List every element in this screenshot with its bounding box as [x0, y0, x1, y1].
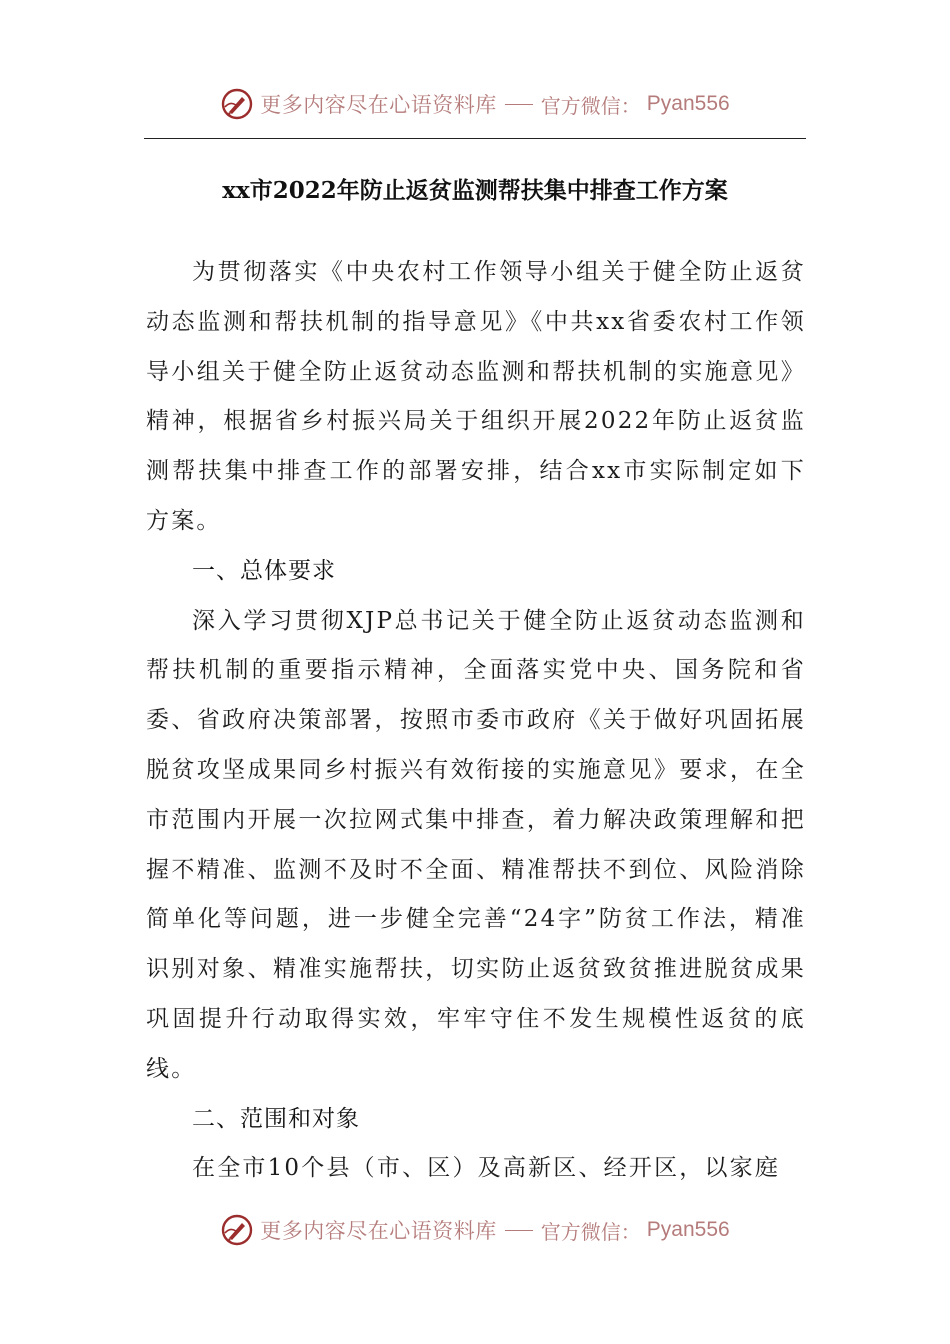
- section-heading-scope: 二、范围和对象: [192, 1105, 360, 1132]
- pen-circle-logo-icon: [220, 87, 254, 121]
- header-rule: [144, 138, 806, 139]
- pen-circle-logo-icon: [220, 1213, 254, 1247]
- banner-separator: [505, 104, 533, 105]
- document-body: [146, 248, 806, 1194]
- banner-wechat-handle: Pyan556: [646, 92, 730, 115]
- footer-main-text: 更多内容尽在心语资料库: [260, 1219, 497, 1243]
- footer-separator: [505, 1230, 533, 1231]
- footer-wechat-handle: Pyan556: [646, 1218, 730, 1241]
- footer-wechat-label: 官方微信：: [540, 1219, 641, 1244]
- banner-wechat-label: 官方微信：: [540, 93, 641, 118]
- document-title: xx市2022年防止返贫监测帮扶集中排查工作方案: [222, 177, 728, 204]
- footer-banner: [0, 1210, 950, 1250]
- paragraph-scope: 在全市10个县（市、区）及高新区、经开区，以家庭: [192, 1155, 781, 1182]
- paragraph-overall-requirements: 深入学习贯彻XJP总书记关于健全防止返贫动态监测和帮扶机制的重要指示精神，全面落实党中央、国务院和省委、省政府决策部署，按照市委市政府《关于做好巩固拓展脱贫攻坚成果同乡村振兴有效衔接的实施意见》要求，在全市范围内开展一次拉网式集中排查，着力解决政策理解和把握不精准、监测不及时不全面、精准帮扶不到位、风险消除简单化等问题，进一步健全完善“24字”防贫工作法，精准识别对象、精准实施帮扶，切实防止返贫致贫推进脱贫成果巩固提升行动取得实效，牢牢守住不发生规模性返贫的底线。: [146, 607, 806, 1082]
- paragraph-intro: 为贯彻落实《中央农村工作领导小组关于健全防止返贫动态监测和帮扶机制的指导意见》《中共xx省委农村工作领导小组关于健全防止返贫动态监测和帮扶机制的实施意见》精神，根据省乡村振兴局关于组织开展2022年防止返贫监测帮扶集中排查工作的部署安排，结合xx市实际制定如下方案。: [146, 259, 806, 534]
- section-heading-overall: 一、总体要求: [192, 557, 336, 584]
- header-banner: [0, 84, 950, 124]
- banner-main-text: 更多内容尽在心语资料库: [260, 93, 497, 117]
